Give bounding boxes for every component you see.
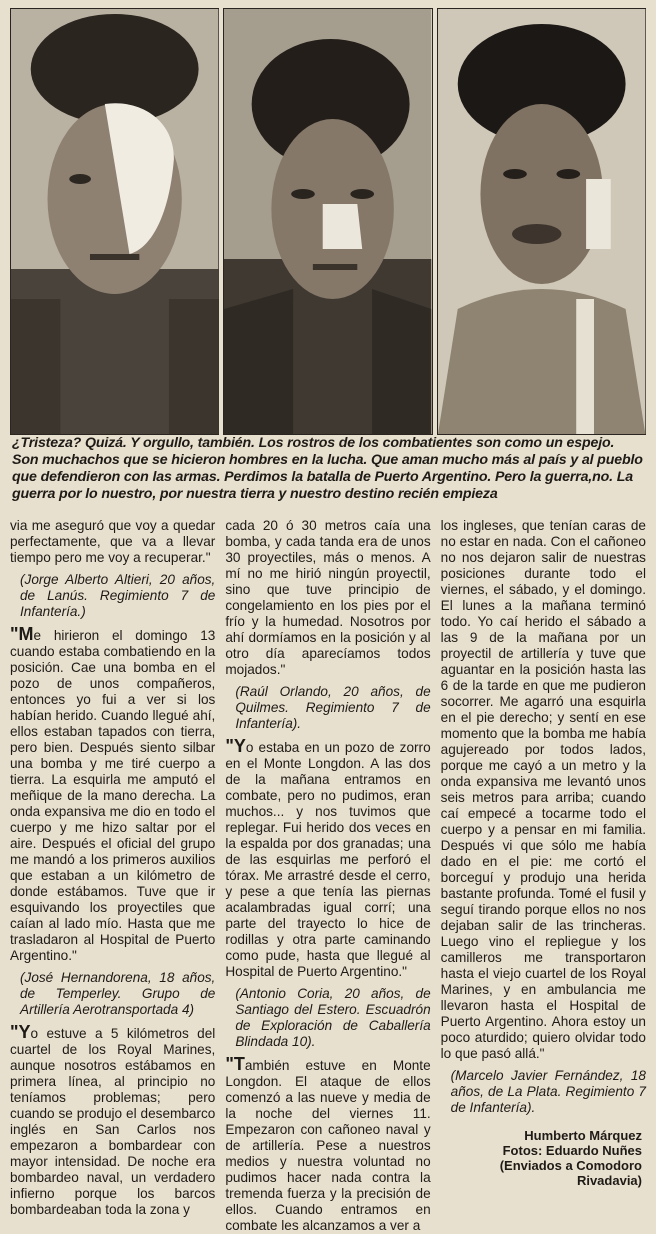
testimony-paragraph: "También estuve en Monte Longdon. El ataque de ellos comenzó a las nueve y media de la noche del viernes 11. Empezaron con cañoneo naval y de artillería. Pese a nuestros medios y nuestra voluntad no pudimos hacer nada contra la tremenda fuerza y la precisión de ellos. Cuando entramos en combate les alcanzamos a ver a [225, 1054, 431, 1233]
testimony-paragraph: via me aseguró que voy a quedar perfectamente, que va a llevar tiempo pero me voy a recuperar." [10, 518, 216, 565]
column-3 [441, 518, 646, 1198]
portrait-photo-2 [223, 8, 432, 435]
byline-credits [500, 1128, 642, 1188]
testimony-signature: (José Hernandorena, 18 años, de Temperley. Grupo de Artillería Aerotransportada 4) [20, 970, 216, 1017]
testimony-paragraph: "Yo estuve a 5 kilómetros del cuartel de los Royal Marines, aunque nosotros estábamos en primera línea, al principio no teníamos problemas; pero cuando se produjo el desembarco inglés en San Carlos nos empezaron a bombardear con mayor intensidad. De noche era bombardeo naval, un verdadero infierno porque los barcos bombardeaban toda la zona y [10, 1022, 216, 1217]
testimony-paragraph: "Me hirieron el domingo 13 cuando estaba combatiendo en la posición. Cae una bomba en el pozo de unos compañeros, entonces yo fui a ver si los habían herido. Cuando llegué ahí, ellos estaban tapados con tierra, pero bien. Después siento silbar una bomba y me tiré cuerpo a tierra. La esquirla me amputó el meñique de la mano derecha. La onda expansiva me dio en todo el cuerpo y me hizo saltar por el aire. Después el oficial del grupo me mandó a los primeros auxilios que estaban a un kilómetro de donde estábamos. Tuve que ir esquivando los proyectiles que caían al lado mío. Hasta que me trasladaron al Hospital de Puerto Argentino." [10, 624, 216, 963]
portrait-photo-1 [10, 8, 219, 435]
article-body [10, 518, 646, 1233]
testimony-paragraph: los ingleses, que tenían caras de no estar en nada. Con el cañoneo no nos dejaron salir de nuestras posiciones durante todo el viernes, el sábado, y el domingo. El lunes a la mañana terminó todo. Yo caí herido el sábado a las 9 de la mañana por un proyectil de artillería y tuve que aguantar en la posición hasta las 6 de la tarde en que me pudieron socorrer. Me agarró una esquirla en el pie derecho; y sentí en ese momento que la bomba me había agujereado por todos lados, porque me cayó a un metro y la onda expansiva me levantó unos seis metros para arriba; cuando caí empecé a tocarme todo el cuerpo y a pensar en mi familia. Después vi que sólo me había dado en el pie: me cortó el borceguí y produjo una herida bastante profunda. Tomé el fusil y seguí tirando porque ellos no nos dejaban salir de las trincheras. Luego vino el repliegue y los camilleros me transportaron hasta el viejo cuartel de los Royal Marines, y en ambulancia me llevaron hasta el Hospital de Puerto Argentino. Ahora estoy un poco aturdido; quiero olvidar todo lo que pasó allá." [440, 518, 646, 1061]
testimony-signature: (Antonio Coria, 20 años, de Santiago del Estero. Escuadrón de Exploración de Caballería Blindada 10). [235, 986, 431, 1049]
author-name: Humberto Márquez [524, 1128, 642, 1143]
photo-caption: ¿Tristeza? Quizá. Y orgullo, también. Los rostros de los combatientes son como un espejo. Son muchachos que se hicieron hombres en la lucha. Que aman mucho más al país y al pueblo que defendieron con las armas. Perdimos la batalla de Puerto Argentino. Pero la guerra,no. La guerra por lo nuestro, por nuestra tierra y nuestro destino recién empieza [12, 435, 643, 502]
testimony-signature: (Raúl Orlando, 20 años, de Quilmes. Regimiento 7 de Infantería). [235, 684, 431, 731]
testimony-signature: (Marcelo Javier Fernández, 18 años, de La Plata. Regimiento 7 de Infantería). [450, 1068, 646, 1115]
testimony-paragraph: "Yo estaba en un pozo de zorro en el Monte Longdon. A las dos de la mañana entramos en combate, pero no pudimos, eran muchos... y nos tuvimos que replegar. Fui herido dos veces en la espalda por dos granadas; una de las esquirlas me perforó el tórax. Me arrastré desde el cerro, y pese a que tenía las piernas acalambradas igual corrí; una parte del trayecto lo hice de rodillas y otra parte caminando como pude, hasta que llegué al Hospital de Puerto Argentino." [225, 736, 431, 979]
credit-note-line-1: (Enviados a Comodoro [499, 1158, 642, 1173]
column-2 [225, 518, 431, 1233]
portrait-photo-3 [437, 8, 646, 435]
photo-strip [10, 8, 646, 433]
credit-note-line-2: Rivadavia) [576, 1173, 642, 1188]
column-1 [10, 518, 216, 1217]
testimony-signature: (Jorge Alberto Altieri, 20 años, de Lanús. Regimiento 7 de Infantería.) [20, 572, 216, 619]
photo-credit: Fotos: Eduardo Nuñes [502, 1143, 642, 1158]
testimony-paragraph: cada 20 ó 30 metros caía una bomba, y cada tanda era de unos 30 proyectiles, más o menos. A mí no me hirió ningún proyectil, sino que tuve principio de congelamiento en los pies por el frío y la humedad. Nosotros por ahí dormíamos en la posición y al otro día aparecíamos todos mojados." [225, 518, 431, 677]
